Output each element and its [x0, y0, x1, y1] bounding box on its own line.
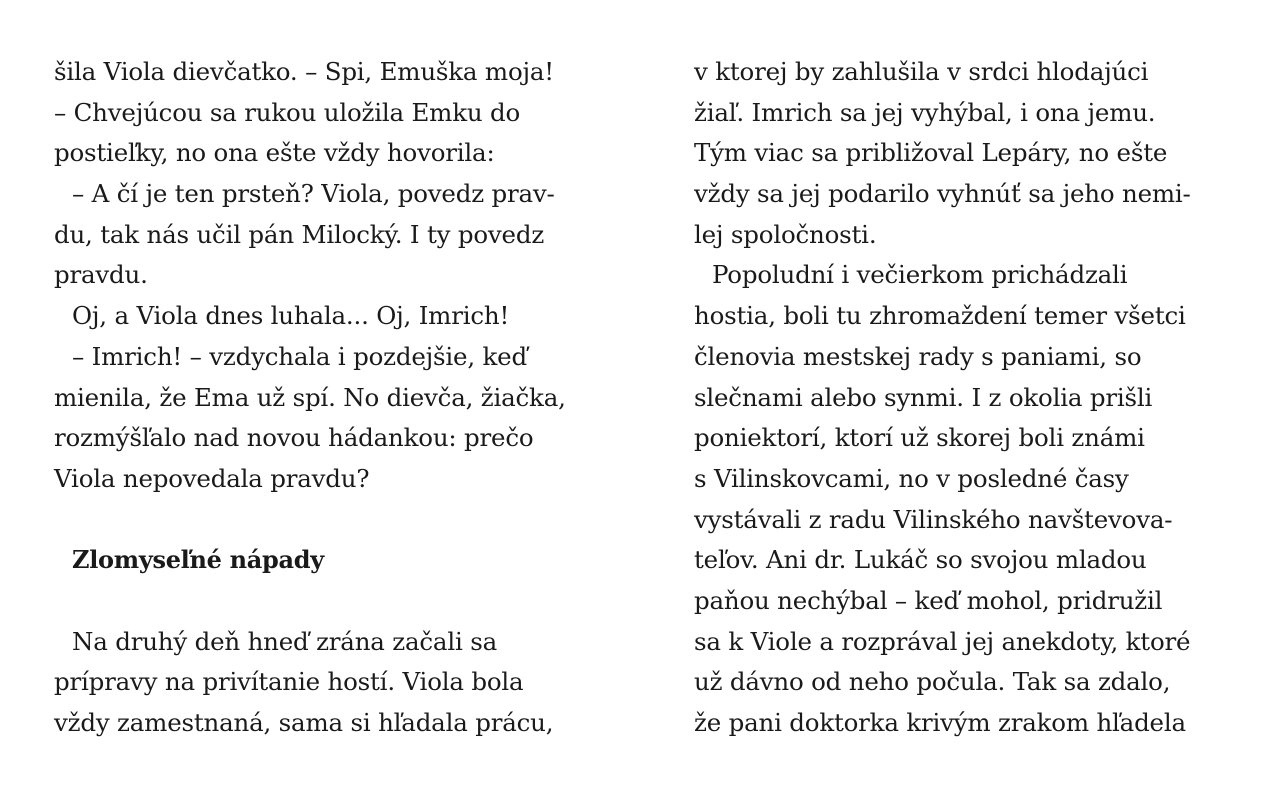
text-line: rozmýšľalo nad novou hádankou: prečo: [54, 423, 534, 453]
text-line: žiaľ. Imrich sa jej vyhýbal, i ona jemu.: [694, 97, 1156, 127]
text-line: že pani doktorka krivým zrakom hľadela: [694, 708, 1186, 737]
text-line: vystávali z radu Vilinského navštevova-: [694, 504, 1173, 534]
text-line: členovia mestskej rady s paniami, so: [694, 341, 1142, 371]
text-line: sa k Viole a rozprával jej anekdoty, ktoré: [694, 626, 1191, 656]
text-line: poniektorí, ktorí už skorej boli známi: [694, 423, 1145, 453]
text-line: Viola nepovedala pravdu?: [54, 463, 370, 493]
text-line: pravdu.: [54, 260, 148, 290]
text-line: mienila, že Ema už spí. No dievča, žiačka,: [54, 382, 566, 412]
text-line: s Vilinskovcami, no v posledné časy: [694, 463, 1129, 493]
text-line: v ktorej by zahlušila v srdci hlodajúci: [694, 57, 1149, 86]
text-line: hostia, boli tu zhromaždení temer všetci: [694, 301, 1186, 331]
text-line: postieľky, no ona ešte vždy hovorila:: [54, 138, 495, 168]
text-line: lej spoločnosti.: [694, 219, 877, 249]
text-line: teľov. Ani dr. Lukáč so svojou mladou: [694, 545, 1147, 575]
text-line: šila Viola dievčatko. – Spi, Emuška moja!: [54, 57, 554, 86]
right-page-column: [694, 52, 1234, 744]
text-line: paňou nechýbal – keď mohol, pridružil: [694, 585, 1163, 615]
paragraph-gap: [54, 581, 594, 622]
text-line: už dávno od neho počula. Tak sa zdalo,: [694, 667, 1171, 697]
section-heading: Zlomyseľné nápady: [72, 545, 324, 575]
text-line: Tým viac sa približoval Lepáry, no ešte: [694, 138, 1168, 168]
paragraph-gap: [54, 500, 594, 541]
text-line: vždy sa jej podarilo vyhnúť sa jeho nemi-: [694, 179, 1191, 209]
left-page-column: [54, 52, 594, 744]
text-line: Popoludní i večierkom prichádzali: [712, 260, 1128, 290]
text-line: prípravy na privítanie hostí. Viola bola: [54, 667, 524, 697]
text-line: – A čí je ten prsteň? Viola, povedz prav-: [72, 179, 555, 209]
text-line: Na druhý deň hneď zrána začali sa: [72, 626, 497, 656]
text-line: slečnami alebo synmi. I z okolia prišli: [694, 382, 1153, 412]
text-line: Oj, a Viola dnes luhala... Oj, Imrich!: [72, 301, 510, 331]
text-line: – Chvejúcou sa rukou uložila Emku do: [54, 97, 521, 127]
text-line: – Imrich! – vzdychala i pozdejšie, keď: [72, 341, 527, 371]
text-line: du, tak nás učil pán Milocký. I ty povedz: [54, 219, 545, 249]
text-line: vždy zamestnaná, sama si hľadala prácu,: [54, 708, 554, 737]
